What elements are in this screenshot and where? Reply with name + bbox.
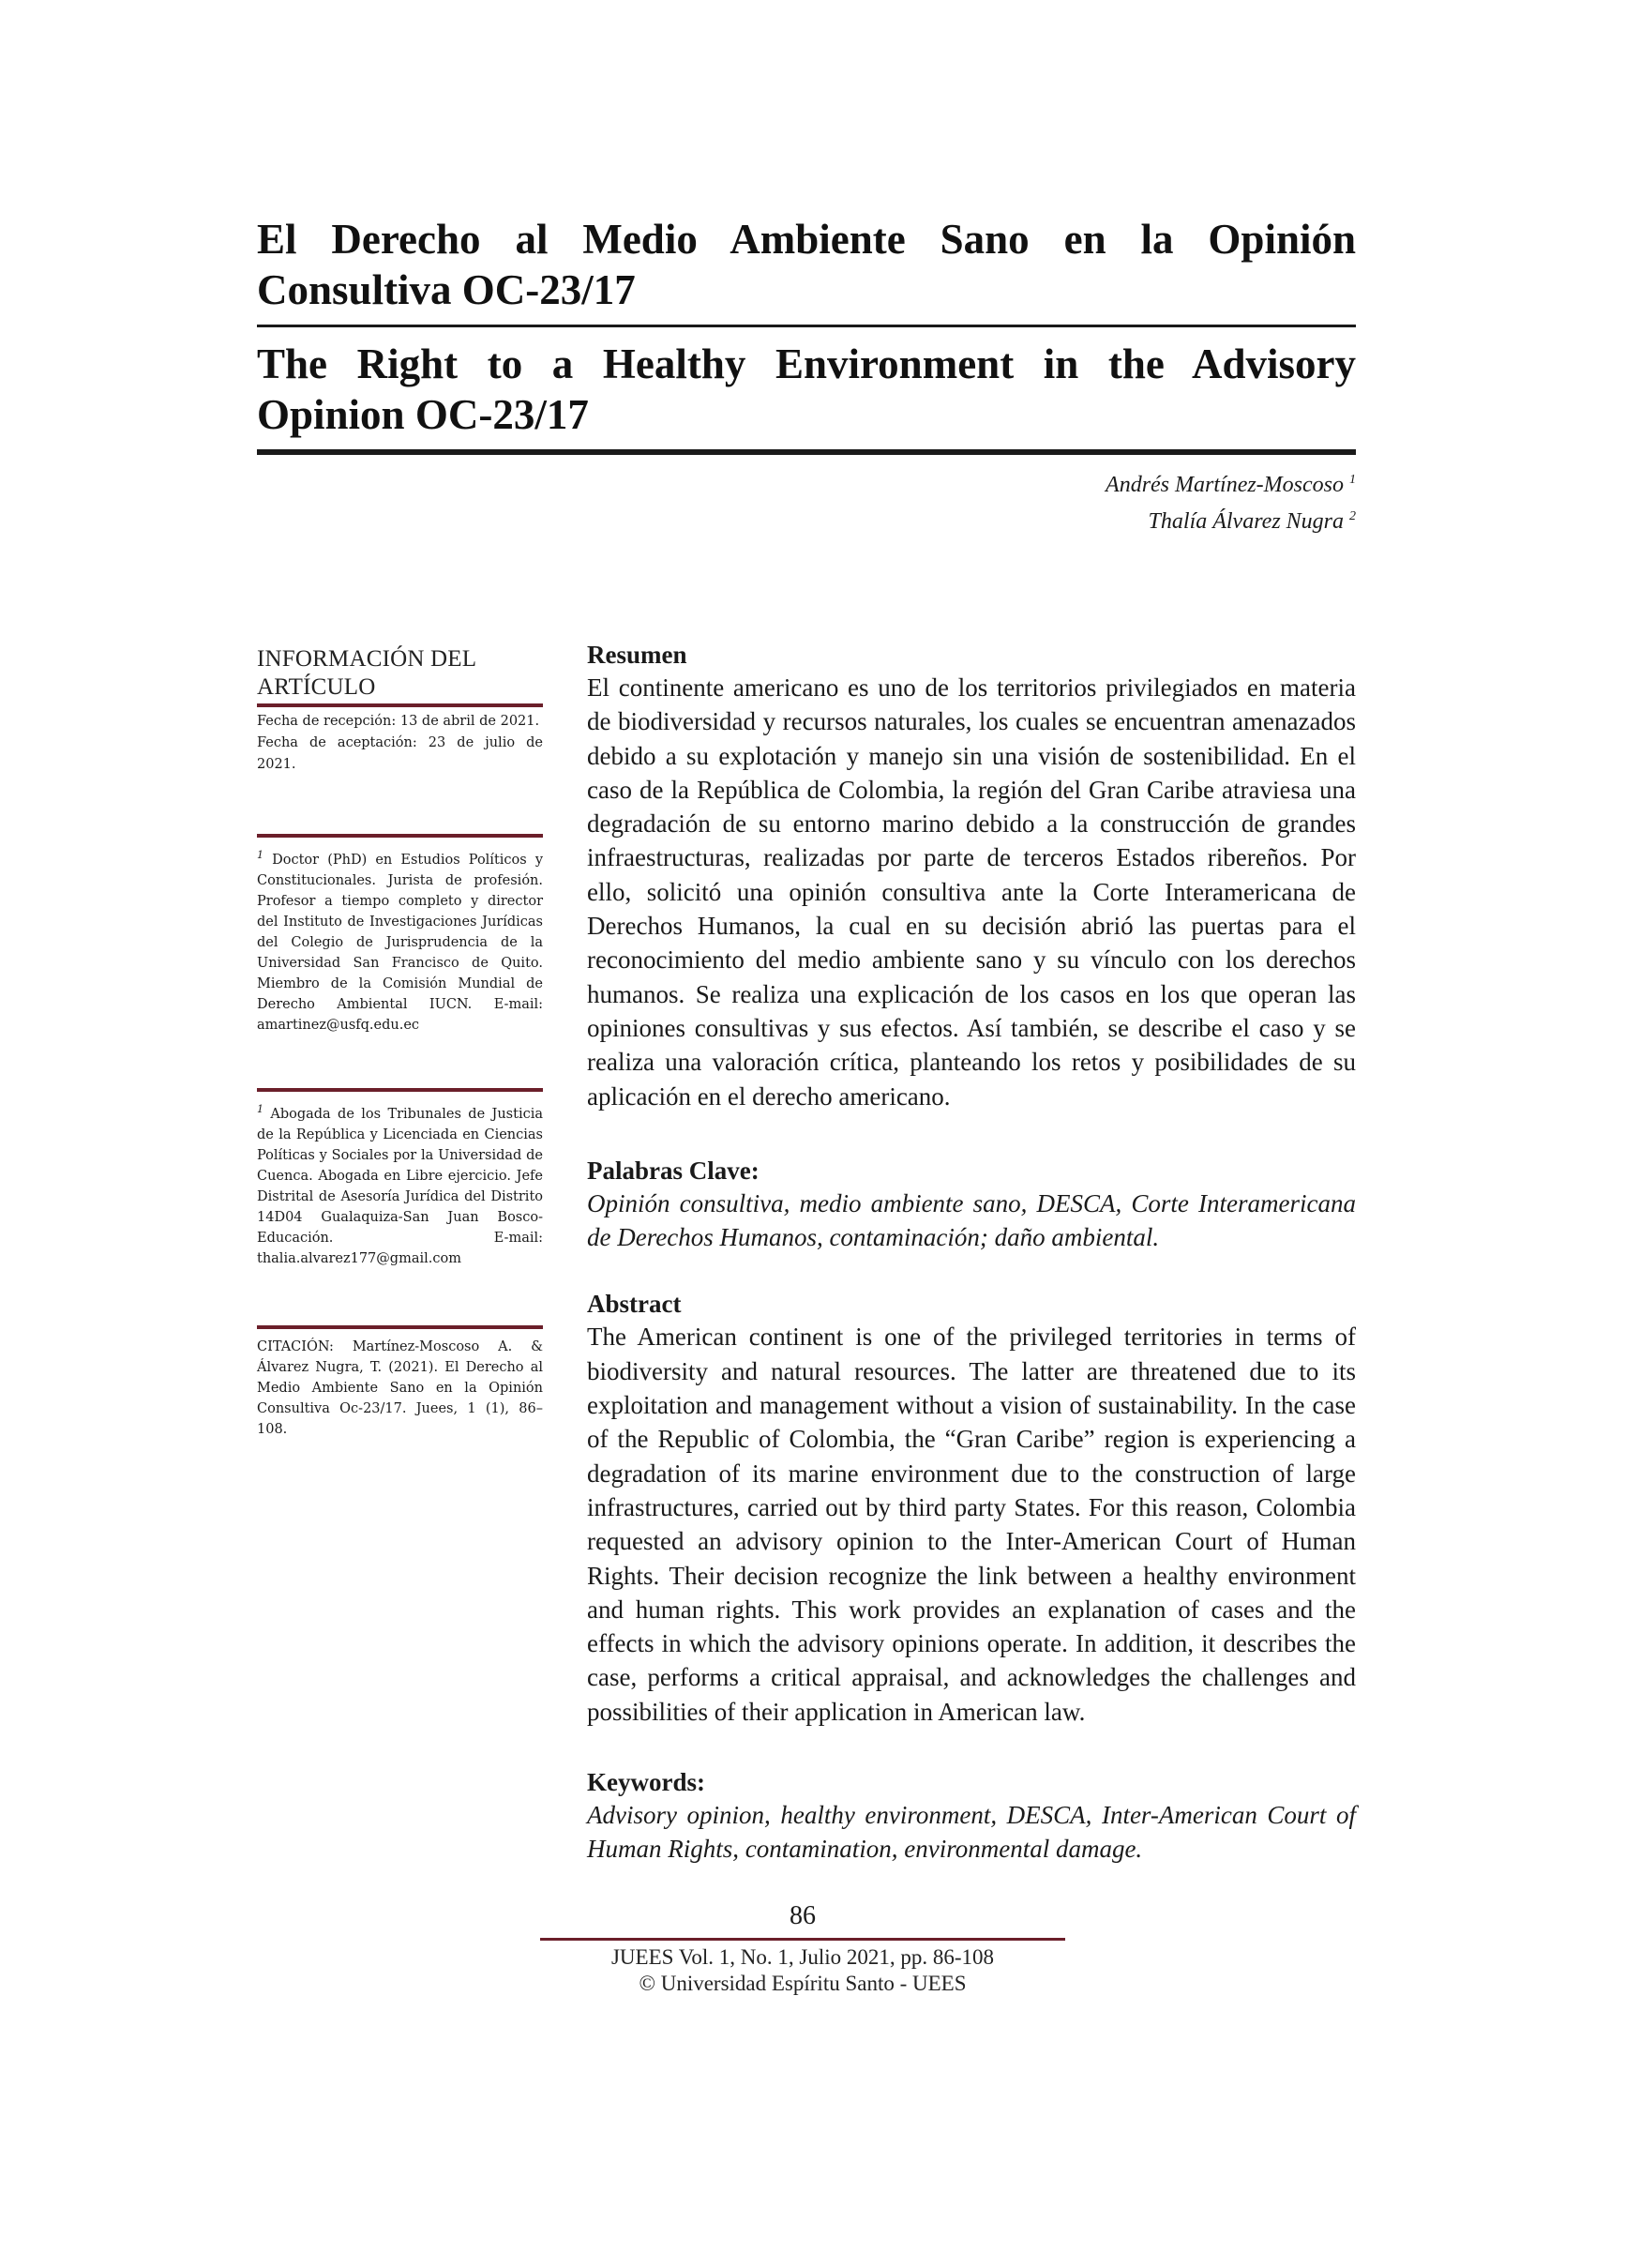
keywords-text: Advisory opinion, healthy environment, DESCA, Inter-American Court of Human Rights, contamination, environmental damage.	[587, 1801, 1356, 1864]
author-2-mark: 2	[1349, 509, 1356, 523]
citation-text: CITACIÓN: Martínez-Moscoso A. & Álvarez Nugra, T. (2021). El Derecho al Medio Ambiente Sano en la Opinión Consultiva Oc-23/17. Juees, 1 (1), 86–108.	[257, 1338, 543, 1437]
author-1	[1106, 464, 1356, 501]
author-2-name: Thalía Álvarez Nugra	[1148, 509, 1344, 534]
copyright-line: © Universidad Espíritu Santo - UEES	[639, 1972, 967, 1995]
author-2-note-mark: 1	[257, 1102, 263, 1115]
article-info-heading: INFORMACIÓN DEL ARTÍCULO	[257, 645, 543, 707]
abstract-heading: Abstract	[587, 1290, 682, 1319]
footer-rule	[540, 1938, 1065, 1941]
journal-citation: JUEES Vol. 1, No. 1, Julio 2021, pp. 86-108	[610, 1945, 995, 1969]
accepted-date: Fecha de aceptación: 23 de julio de 2021.	[257, 735, 543, 772]
received-date: Fecha de recepción: 13 de abril de 2021.	[257, 714, 540, 729]
main-column	[587, 639, 1356, 1867]
author-list	[1106, 464, 1356, 537]
keywords-heading: Keywords:	[587, 1768, 705, 1797]
title-block	[257, 214, 1356, 455]
resumen-heading: Resumen	[587, 641, 687, 669]
author-1-note-mark: 1	[257, 849, 263, 861]
author-1-mark: 1	[1349, 473, 1356, 487]
author-2-note-text: Abogada de los Tribunales de Justicia de la República y Licenciada en Ciencias Políticas y Sociales por la Universidad de Cuenca. Abogada en Libre ejercicio. Jefe Distrital de Asesoría Jurídica del Distrito 14D04 Gualaquiza-San Juan Bosco-Educación. E-mail: thalia.alvarez177@gmail.com	[257, 1106, 543, 1266]
title-divider	[257, 325, 1356, 327]
author-1-note	[257, 834, 543, 1036]
title-english: The Right to a Healthy Environment in the Advisory Opinion OC-23/17	[257, 340, 1356, 438]
citation-note	[257, 1325, 543, 1440]
author-2-note	[257, 1088, 543, 1269]
author-2	[1106, 501, 1356, 537]
abstract-text: The American continent is one of the privileged territories in terms of biodiversity and natural resources. The latter are threatened due to its exploitation and management without a vision of sustainability. In the case of the Republic of Colombia, the “Gran Caribe” region is experiencing a degradation of its marine environment due to the construction of large infrastructures, carried out by third party States. For this reason, Colombia requested an advisory opinion to the Inter-American Court of Human Rights. Their decision recognize the link between a healthy environment and human rights. This work provides an explanation of cases and the effects in which the advisory opinions operate. In addition, it describes the case, performs a critical appraisal, and acknowledges the challenges and possibilities of their application in American law.	[587, 1323, 1356, 1726]
title-bottom-rule	[257, 449, 1356, 455]
title-spanish: El Derecho al Medio Ambiente Sano en la Opinión Consultiva OC-23/17	[257, 216, 1356, 313]
page-footer	[540, 1900, 1065, 1997]
resumen-text: El continente americano es uno de los territorios privilegiados en materia de biodiversidad y recursos naturales, los cuales se encuentran amenazados debido a su explotación y manejo sin una visión de sostenibilidad. En el caso de la República de Colombia, la región del Gran Caribe atraviesa una degradación de su entorno marino debido a la construcción de grandes infraestructuras, realizadas por parte de terceros Estados ribereños. Por ello, solicitó una opinión consultiva ante la Corte Interamericana de Derechos Humanos, la cual en su decisión abrió las puertas para el reconocimiento del medio ambiente sano y su vínculo con los derechos humanos. Se realiza una explicación de los casos en los que operan las opiniones consultivas y sus efectos. Así también, se describe el caso y se realiza una valoración crítica, planteando los retos y posibilidades de su aplicación en el derecho americano.	[587, 673, 1356, 1111]
palabras-clave-text: Opinión consultiva, medio ambiente sano, DESCA, Corte Interamericana de Derechos Humanos, contaminación; daño ambiental.	[587, 1188, 1356, 1252]
author-1-name: Andrés Martínez-Moscoso	[1106, 473, 1344, 497]
article-dates	[257, 711, 543, 776]
page-number: 86	[790, 1901, 816, 1930]
palabras-clave-heading: Palabras Clave:	[587, 1156, 760, 1185]
author-1-note-text: Doctor (PhD) en Estudios Políticos y Constitucionales. Jurista de profesión. Profesor a tiempo completo y director del Instituto de Investigaciones Jurídicas del Colegio de Jurisprudencia de la Universidad San Francisco de Quito. Miembro de la Comisión Mundial de Derecho Ambiental IUCN. E-mail: amartinez@usfq.edu.ec	[257, 852, 544, 1033]
article-info-sidebar	[257, 645, 543, 1440]
